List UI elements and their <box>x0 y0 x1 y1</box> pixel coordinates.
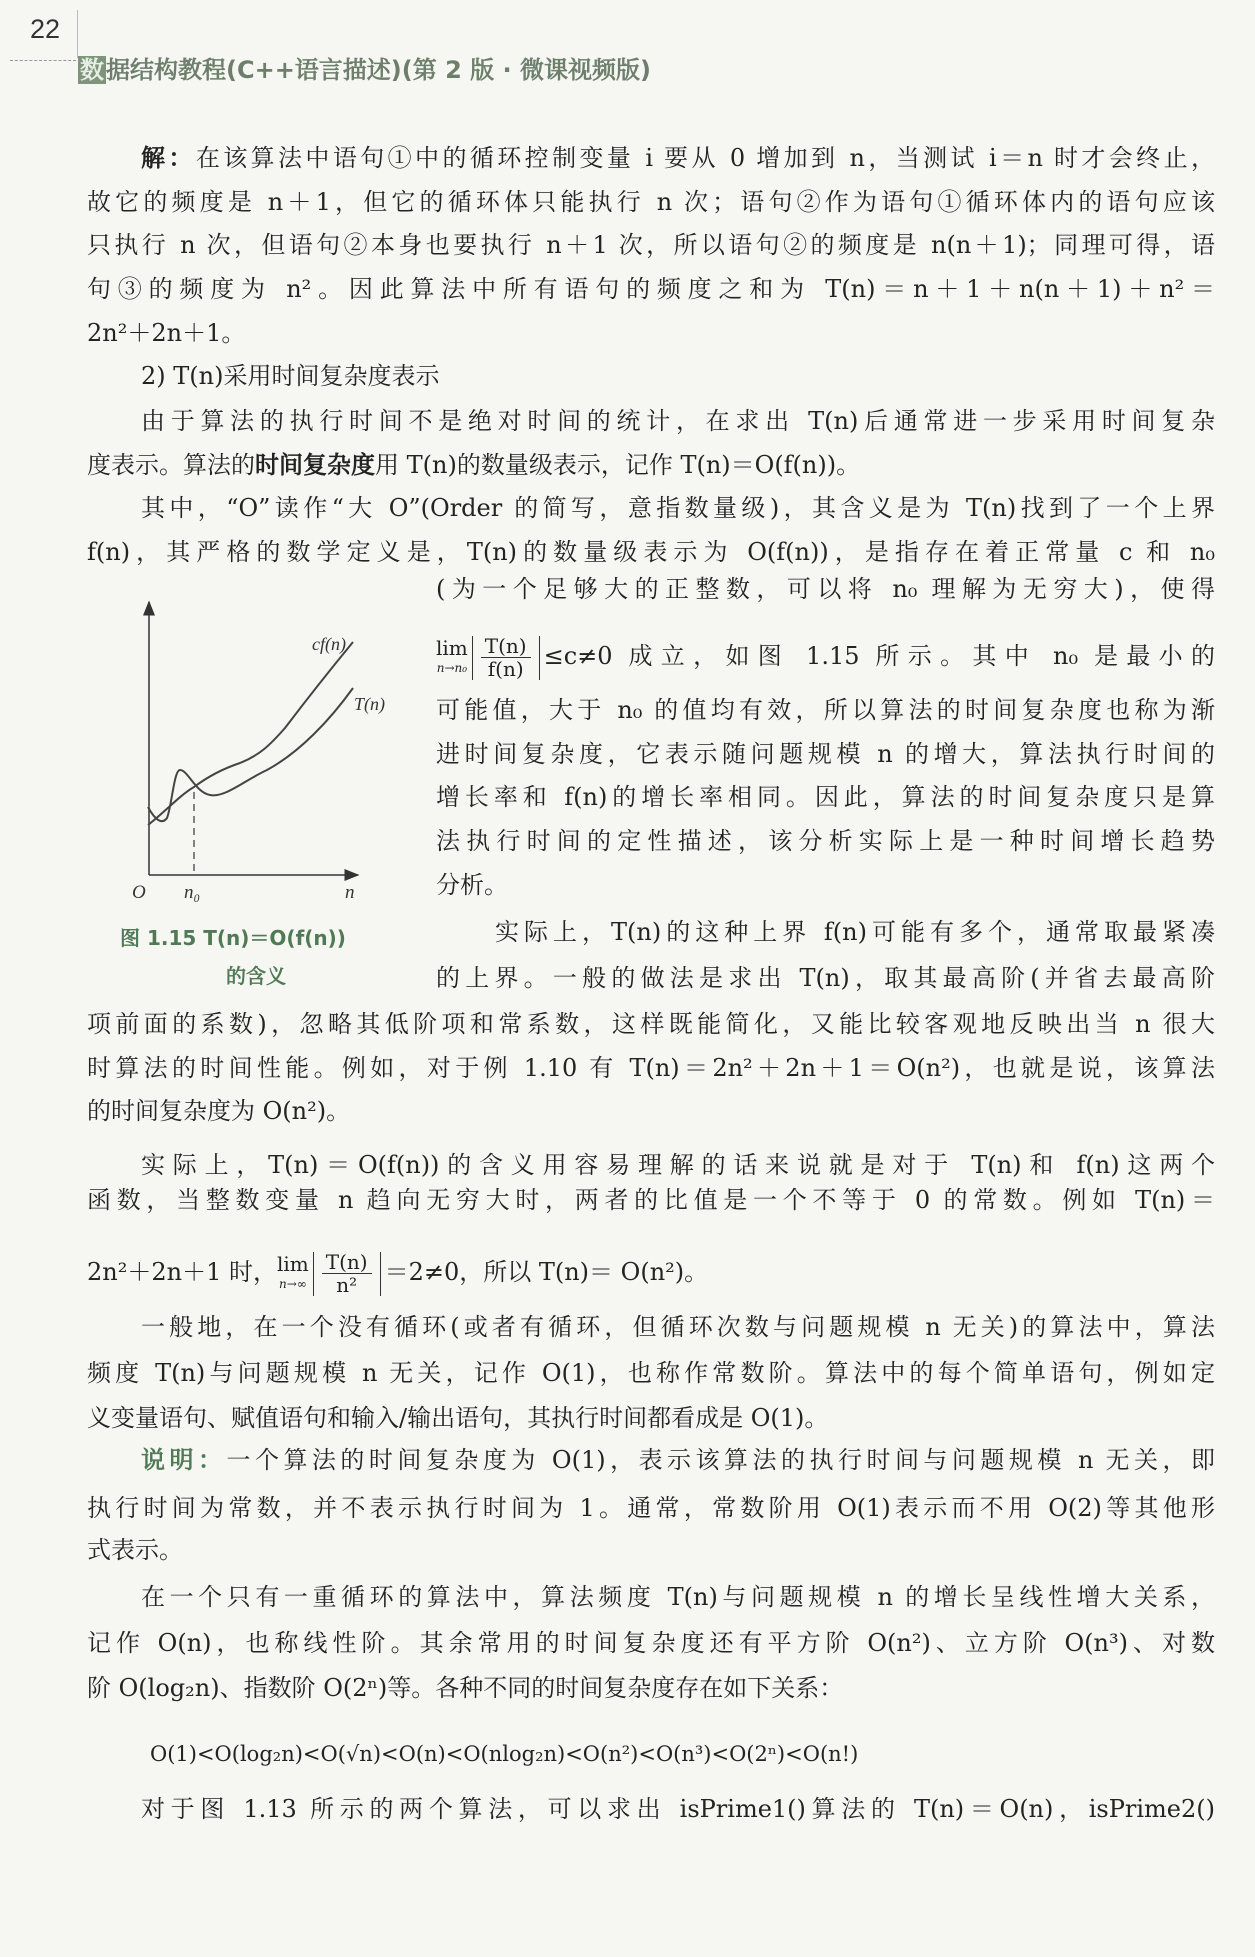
text-line: 在一个只有一重循环的算法中，算法频度 T(n)与问题规模 n 的增长呈线性增大关系， <box>141 1583 1215 1611</box>
text-line: 项前面的系数)，忽略其低阶项和常系数，这样既能简化，又能比较客观地反映出当 n 很大 <box>87 1010 1215 1038</box>
fraction <box>322 1251 372 1296</box>
figure-caption: 图 1.15 T(n)＝O(f(n)) <box>120 926 346 950</box>
text-line: 记作 O(n)，也称线性阶。其余常用的时间复杂度还有平方阶 O(n²)、立方阶 O(n³)、对数 <box>87 1629 1215 1657</box>
text-line: 阶 O(log₂n)、指数阶 O(2ⁿ)等。各种不同的时间复杂度存在如下关系： <box>87 1674 844 1702</box>
text-line: 由于算法的执行时间不是绝对时间的统计，在求出 T(n)后通常进一步采用时间复杂 <box>141 407 1215 435</box>
text-line <box>87 447 1215 483</box>
limit-expression <box>436 635 468 678</box>
text-line <box>141 140 1215 176</box>
text-line: 函数，当整数变量 n 趋向无穷大时，两者的比值是一个不等于 0 的常数。例如 T(n)＝ <box>87 1186 1215 1214</box>
cf-label: cf(n) <box>312 634 346 654</box>
text: 用 T(n)的数量级表示，记作 T(n)＝O(f(n))。 <box>375 451 861 479</box>
text-line: 增长率和 f(n)的增长率相同。因此，算法的时间复杂度只是算 <box>436 783 1215 811</box>
text-line: 的时间复杂度为 O(n²)。 <box>87 1097 351 1125</box>
solution-label: 解： <box>141 143 196 172</box>
text-line: f(n)，其严格的数学定义是，T(n)的数量级表示为 O(f(n))，是指存在着正常量 c 和 n₀ <box>87 538 1215 566</box>
text-line: (为一个足够大的正整数，可以将 n₀ 理解为无穷大)，使得 <box>436 575 1215 603</box>
text-line: 实际上，T(n)的这种上界 f(n)可能有多个，通常取最紧凑 <box>495 918 1215 946</box>
lim-subscript: n→∞ <box>278 1276 307 1291</box>
abs-bar <box>380 1252 381 1296</box>
text-line: 进时间复杂度，它表示随问题规模 n 的增大，算法执行时间的 <box>436 740 1215 768</box>
lim: lim <box>276 1251 309 1276</box>
fraction <box>481 635 531 680</box>
n-axis-label: n <box>345 882 355 903</box>
lim: lim <box>436 635 468 660</box>
note-label: 说明： <box>141 1445 227 1474</box>
abs-bar <box>539 636 540 680</box>
header-title: 据结构教程(C++语言描述)(第 2 版 · 微课视频版) <box>106 56 651 84</box>
text: 2n²＋2n＋1 时， <box>87 1258 277 1286</box>
text-line <box>87 1243 1215 1301</box>
limit-expression <box>276 1251 309 1294</box>
page-number: 22 <box>30 14 61 44</box>
text-line: 法执行时间的定性描述，该分析实际上是一种时间增长趋势 <box>436 827 1215 855</box>
numerator: T(n) <box>481 635 531 658</box>
text-line: 故它的频度是 n＋1，但它的循环体只能执行 n 次；语句②作为语句①循环体内的语句应该 <box>87 188 1215 216</box>
text: 一个算法的时间复杂度为 O(1)，表示该算法的执行时间与问题规模 n 无关，即 <box>226 1446 1215 1474</box>
note-line <box>141 1442 1215 1478</box>
abs-bar <box>313 1252 314 1296</box>
text-line <box>436 628 1215 684</box>
text-line: 的上界。一般的做法是求出 T(n)，取其最高阶(并省去最高阶 <box>436 964 1215 992</box>
text-line: 其中，“O”读作“大 O”(Order 的简写，意指数量级)，其含义是为 T(n)找到了一个上界 <box>141 494 1215 522</box>
text: 度表示。算法的 <box>87 451 255 479</box>
term-bold: 时间复杂度 <box>255 450 375 479</box>
section-heading: 2) T(n)采用时间复杂度表示 <box>141 362 440 390</box>
numerator: T(n) <box>322 1251 372 1274</box>
running-header <box>78 50 651 85</box>
abs-bar <box>472 636 473 680</box>
note-line: 式表示。 <box>87 1536 183 1564</box>
text-line: 可能值，大于 n₀ 的值均有效，所以算法的时间复杂度也称为渐 <box>436 696 1215 724</box>
text-line: 只执行 n 次，但语句②本身也要执行 n＋1 次，所以语句②的频度是 n(n＋1)；同理可得，语 <box>87 231 1215 259</box>
text-line: 时算法的时间性能。例如，对于例 1.10 有 T(n)＝2n²＋2n＋1＝O(n²)，也就是说，该算法 <box>87 1054 1215 1082</box>
text: ＝2≠0，所以 T(n)＝ O(n²)。 <box>384 1258 709 1286</box>
figure-1-15 <box>100 580 440 920</box>
n0-label: n₀ <box>184 882 201 903</box>
text-line: 句③的频度为 n²。因此算法中所有语句的频度之和为 T(n)＝n＋1＋n(n＋1)＋n²＝ <box>87 275 1215 303</box>
text-line: 2n²＋2n＋1。 <box>87 319 246 347</box>
text: 成立，如图 1.15 所示。其中 n₀ 是最小的 <box>628 642 1215 670</box>
note-line: 执行时间为常数，并不表示执行时间为 1。通常，常数阶用 O(1)表示而不用 O(2)等其他形 <box>87 1494 1215 1522</box>
header-first-char: 数 <box>80 56 104 84</box>
complexity-ordering: O(1)<O(log₂n)<O(√n)<O(n)<O(nlog₂n)<O(n²)<O(n³)<O(2ⁿ)<O(n!) <box>150 1742 859 1766</box>
text-line: 一般地，在一个没有循环(或者有循环，但循环次数与问题规模 n 无关)的算法中，算法 <box>141 1313 1215 1341</box>
figure-caption-line2: 的含义 <box>226 964 286 988</box>
text-line: 分析。 <box>436 871 508 899</box>
relation: ≤c≠0 <box>543 642 613 670</box>
t-curve <box>148 688 353 821</box>
denominator: n² <box>336 1273 358 1297</box>
text-line: 实际上，T(n)＝O(f(n))的含义用容易理解的话来说就是对于 T(n)和 f(n)这两个 <box>141 1151 1215 1179</box>
header-rule <box>10 60 76 61</box>
text: 在该算法中语句①中的循环控制变量 i 要从 0 增加到 n，当测试 i＝n 时才会终止， <box>195 144 1215 172</box>
denominator: f(n) <box>487 657 524 681</box>
t-label: T(n) <box>354 694 385 714</box>
lim-subscript: n→n₀ <box>436 660 468 675</box>
text-line: 对于图 1.13 所示的两个算法，可以求出 isPrime1()算法的 T(n)＝O(n)，isPrime2() <box>141 1795 1215 1823</box>
text-line: 频度 T(n)与问题规模 n 无关，记作 O(1)，也称作常数阶。算法中的每个简单语句，例如定 <box>87 1359 1215 1387</box>
cf-curve <box>148 642 353 825</box>
text-line: 义变量语句、赋值语句和输入/输出语句，其执行时间都看成是 O(1)。 <box>87 1404 829 1432</box>
origin-label: O <box>132 882 146 903</box>
